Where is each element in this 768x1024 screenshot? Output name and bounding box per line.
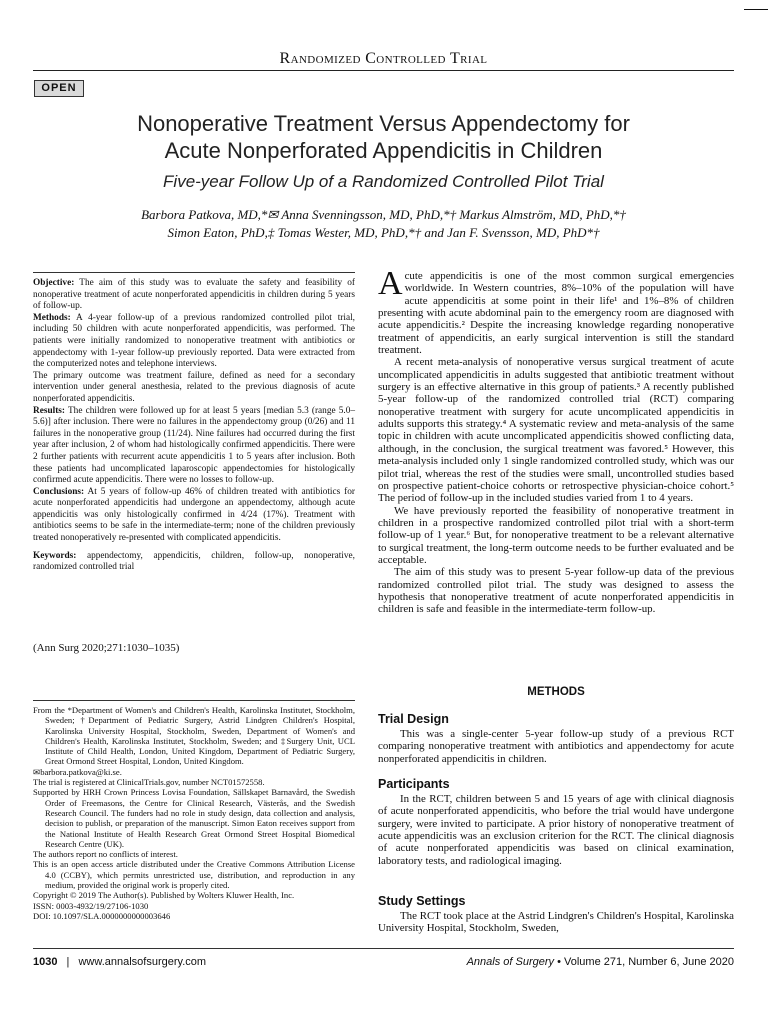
intro-paragraph-4: The aim of this study was to present 5-year follow-up data of the previous randomized controlled pilot trial. The study was designed to assess the hypothesis that nonoperative treatment of acute nonperforated appendicitis in children is safe and feasible in the intermediate-term follow-up.: [378, 566, 734, 616]
issue-info: • Volume 271, Number 6, June 2020: [554, 956, 734, 968]
abstract-results: [33, 406, 355, 487]
article-subtitle: Five-year Follow Up of a Randomized Controlled Pilot Trial: [163, 172, 604, 191]
objective-text: The aim of this study was to evaluate the safety and feasibility of nonoperative treatment of acute nonperforated appendicitis in children during 5 years of follow-up.: [33, 278, 355, 312]
author-list: [33, 206, 734, 242]
article-title: [33, 110, 734, 164]
abstract-methods-2: The primary outcome was treatment failure, defined as need for a secondary intervention under general anesthesia, related to the previous diagnosis of acute nonperforated appendicitis.: [33, 370, 355, 404]
title-line-2: Acute Nonperforated Appendicitis in Children: [164, 138, 603, 163]
header-rule: [33, 70, 734, 71]
participants-section: [378, 793, 734, 867]
page-number: 1030: [33, 956, 58, 968]
intro-paragraph-2: A recent meta-analysis of nonoperative versus surgical treatment of acute uncomplicated appendicitis in adults suggested that antibiotic treatment without surgery is an effective alternative in this group of patients.³ A recently published 5-year follow-up of the randomized controlled trial (RCT) comparing nonoperative treatment with surgery for acute uncomplicated appendicitis in adults supports this strategy.⁴ A systematic review and meta-analysis of the same topic in children with acute uncomplicated appendicitis showed conflicting data, although, in the conclusion, the surgical treatment was favored.⁵ However, this meta-analysis included only 1 single randomized controlled study, which was our pilot trial, whereas the rest of the studies were small, uncontrolled studies based on prospective patient-choice cohorts or retrospective physician-choice cohort.⁵ The period of follow-up in the included studies varied from 1 to 4 years.: [378, 356, 734, 505]
study-settings-heading: Study Settings: [378, 894, 466, 908]
objective-label: Objective:: [33, 278, 75, 288]
conflicts-statement: The authors report no conflicts of interest.: [33, 849, 178, 860]
journal-name: Annals of Surgery: [466, 956, 555, 968]
methods-heading: METHODS: [527, 686, 585, 698]
trial-registration: The trial is registered at ClinicalTrials.gov, number NCT01572558.: [33, 777, 265, 788]
title-line-1: Nonoperative Treatment Versus Appendectomy for: [137, 111, 630, 136]
license-statement: This is an open access article distributed under the Creative Commons Attribution License 4.0 (CCBY), which permits unrestricted use, distribution, and reproduction in any medium, provided the original work is properly cited.: [33, 859, 355, 891]
edge-mark: [744, 9, 768, 10]
conclusions-text: At 5 years of follow-up 46% of children treated with antibiotics for acute nonperforated appendicitis had undergone an appendectomy, although acute appendicitis was only histologically confirmed in 4/24 (17%). Treatment with antibiotics seems to be safe in the intermediate-term; none of the children previously treated nonoperatively re-presented with complicated appendicitis.: [33, 486, 355, 544]
intro-paragraph-1: [378, 265, 734, 357]
drop-cap: A: [378, 265, 403, 302]
participants-text: In the RCT, children between 5 and 15 years of age with clinical diagnosis of acute nonperforated appendicitis, who before the trial would have undergone surgery, were invited to participate. A prior history of nonoperative treatment of acute appendicitis was an exclusion criterion for the RCT. The clinical diagnosis of acute nonperforated appendicitis was based on clinical examination, laboratory tests, and radiological imaging.: [378, 793, 734, 867]
funding-statement: Supported by HRH Crown Princess Lovisa Foundation, Sällskapet Barnavård, the Swedish Order of Freemasons, the Centre for Clinical Research, Västerås, and the Swedish Research Council. The funders had no role in study design, data collection and analysis, decision to publish, or preparation of the manuscript. Simon Eaton receives support from the National Institute of Health Research Great Ormond Street Hospital Biomedical Research Centre (UK).: [33, 787, 355, 849]
keywords-label: Keywords:: [33, 550, 77, 561]
authors-line-1: Barbora Patkova, MD,*✉ Anna Svenningsson, MD, PhD,*† Markus Almström, MD, PhD,*†: [141, 207, 626, 222]
article-section-label: Randomized Controlled Trial: [279, 50, 488, 67]
footer-separator: |: [66, 956, 70, 968]
footer-rule: [33, 948, 734, 949]
keywords-text: appendectomy, appendicitis, children, follow-up, nonoperative, randomized controlled trial: [33, 550, 355, 573]
authors-line-2: Simon Eaton, PhD,‡ Tomas Wester, MD, PhD,*† and Jan F. Svensson, MD, PhD*†: [167, 225, 600, 240]
results-text: The children were followed up for at least 5 years [median 5.3 (range 5.0–5.6)] after inclusion. There were no failures in the appendectomy group (0/26) and 11 failures in the nonoperative group (11/24). Nine failures had occurred during the first year after inclusion, 2 of whom had histologically confirmed appendicitis. There were 2 further patients with recurrent acute appendicitis 1 to 5 years after inclusion. Both these patients had uncomplicated laparoscopic appendectomies for histologically confirmed acute appendicitis. There were no losses to follow-up.: [33, 405, 355, 486]
abstract-keywords: [33, 551, 355, 574]
trial-design-text: This was a single-center 5-year follow-up study of a previous RCT comparing nonoperative treatment with antibiotics and appendectomy for acute nonperforated appendicitis in children.: [378, 728, 734, 765]
participants-heading: Participants: [378, 777, 450, 791]
study-settings-text: The RCT took place at the Astrid Lindgren's Children's Hospital, Karolinska University Hospital, Stockholm, Sweden,: [378, 910, 734, 935]
doi[interactable]: DOI: 10.1097/SLA.0000000000003646: [33, 910, 171, 921]
citation: (Ann Surg 2020;271:1030–1035): [33, 642, 180, 654]
footer-left: [33, 956, 206, 968]
conclusions-label: Conclusions:: [33, 486, 85, 497]
author-email[interactable]: ✉barbora.patkova@ki.se.: [33, 766, 122, 777]
open-access-badge: OPEN: [34, 80, 84, 97]
abstract-objective: [33, 278, 355, 313]
methods-text: A 4-year follow-up of a previous randomized controlled pilot trial, including 50 children with acute nonperforated appendicitis, was performed. The patients were initially randomized to nonoperative treatment with antibiotics or appendectomy with 1-year follow-up previously reported. Data were extracted from the computerized notes and telephone interviews.: [33, 312, 355, 370]
copyright: Copyright © 2019 The Author(s). Published by Wolters Kluwer Health, Inc.: [33, 890, 295, 901]
intro-paragraph-1-text: cute appendicitis is one of the most common surgical emergencies worldwide. In Western countries, 8%–10% of the population will have acute appendicitis at some point in their life¹ and 1%–8% of children presenting with acute abdominal pain to the emergency room are diagnosed with acute appendicitis.² Despite the increasing knowledge regarding nonoperative treatment of appendicitis, an early surgical intervention is still the standard treatment.: [378, 270, 734, 357]
journal-website-link[interactable]: www.annalsofsurgery.com: [78, 956, 207, 968]
affiliations: [33, 705, 355, 921]
results-label: Results:: [33, 405, 66, 416]
trial-design-section: [378, 728, 734, 765]
methods-label: Methods:: [33, 312, 71, 323]
abstract-methods: [33, 313, 355, 371]
abstract: [33, 278, 355, 574]
abstract-conclusions: [33, 487, 355, 545]
affiliation-text: From the *Department of Women's and Children's Health, Karolinska Institutet, Stockholm, Sweden; †Department of Pediatric Surgery, Astrid Lindgren Children's Hospital, Karolinska University Hospital, Stockholm, Sweden, Department of Women's and Children's Health, Karolinska Institutet, Stockholm, Sweden; and ‡Surgery Unit, UCL Institute of Child Health, London, United Kingdom, Department of Pediatric Surgery, Great Ormond Street Hospital, London, United Kingdom.: [33, 705, 355, 767]
trial-design-heading: Trial Design: [378, 712, 449, 726]
footer-right: [467, 956, 734, 968]
affiliations-rule: [33, 700, 355, 701]
intro-paragraph-3: We have previously reported the feasibility of nonoperative treatment in children in a prospective randomized controlled pilot trial with a short-term follow-up of 1 year.⁶ But, for nonoperative treatment to be a relevant alternative to surgical treatment, the long-term outcome needs to be further evaluated and be acceptable.: [378, 504, 734, 566]
abstract-top-rule: [33, 272, 355, 273]
introduction: [378, 265, 734, 616]
study-settings-section: [378, 910, 734, 935]
issn: ISSN: 0003-4932/19/27106-1030: [33, 900, 149, 911]
